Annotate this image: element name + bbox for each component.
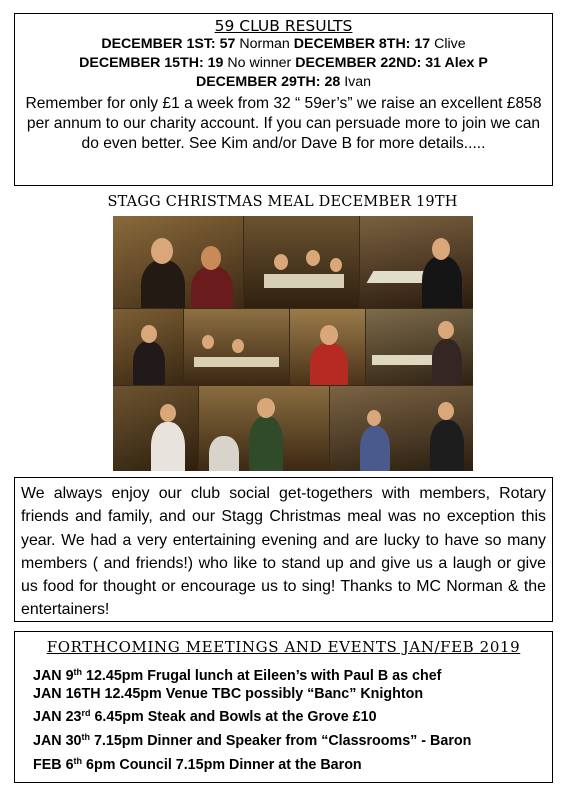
result-date: DECEMBER 8TH: 17 — [293, 36, 431, 52]
photo-long-table — [360, 216, 473, 308]
results-line-2 — [15, 54, 552, 73]
result-date: DECEMBER 1ST: 57 — [101, 36, 236, 52]
social-paragraph-box — [14, 477, 553, 622]
result-date: DECEMBER 15TH: 19 — [79, 55, 224, 71]
events-box — [14, 631, 553, 783]
event-item: JAN 30th 7.15pm Dinner and Speaker from “Classrooms” - Baron — [33, 732, 472, 749]
result-name: Ivan — [344, 74, 372, 90]
result-date: DECEMBER 29TH: 28 — [195, 74, 341, 90]
club-results-title: 59 CLUB RESULTS — [214, 17, 353, 35]
photo-diners-right — [330, 386, 473, 471]
result-name: Clive — [434, 36, 466, 52]
photo-table-end — [366, 309, 473, 385]
event-item: JAN 23rd 6.45pm Steak and Bowls at the Grove £10 — [33, 708, 377, 725]
event-item: FEB 6th 6pm Council 7.15pm Dinner at the Baron — [33, 756, 362, 773]
event-item: JAN 16TH 12.45pm Venue TBC possibly “Banc” Knighton — [33, 686, 424, 702]
photo-speaker — [113, 309, 183, 385]
photo-man-red-shirt — [290, 309, 365, 385]
result-name: No winner — [227, 55, 292, 71]
social-paragraph: We always enjoy our club social get-togethers with members, Rotary friends and family, and our Stagg Christmas meal was no exception this year. We had a very entertaining evening and are lucky to have so many members ( and friends!) who like to stand up and give us a laugh or give us food for thought or encourage us to sing! Thanks to MC Norman & the entertainers! — [21, 485, 546, 619]
events-title: FORTHCOMING MEETINGS AND EVENTS JAN/FEB 2019 — [46, 638, 521, 656]
result-name: Norman — [239, 36, 290, 52]
results-line-3 — [15, 73, 552, 92]
photo-mc — [199, 386, 329, 471]
results-line-1 — [15, 35, 552, 54]
meal-title: STAGG CHRISTMAS MEAL DECEMBER 19TH — [107, 194, 458, 210]
event-item: JAN 9th 12.45pm Frugal lunch at Eileen’s with Paul B as chef — [33, 667, 442, 684]
club-message: Remember for only £1 a week from 32 “ 59er’s” we raise an excellent £858 per annum to our charity account. If you can persuade more to join we can do even better. See Kim and/or Dave B for more details..... — [25, 95, 542, 152]
club-results-box — [14, 13, 553, 186]
photo-dining-table — [244, 216, 359, 308]
photo-woman-standing — [113, 386, 198, 471]
photo-diner-couple — [113, 216, 243, 308]
photo-collage — [113, 216, 473, 471]
result-date: DECEMBER 22ND: 31 Alex P — [295, 55, 488, 71]
photo-guests — [184, 309, 289, 385]
